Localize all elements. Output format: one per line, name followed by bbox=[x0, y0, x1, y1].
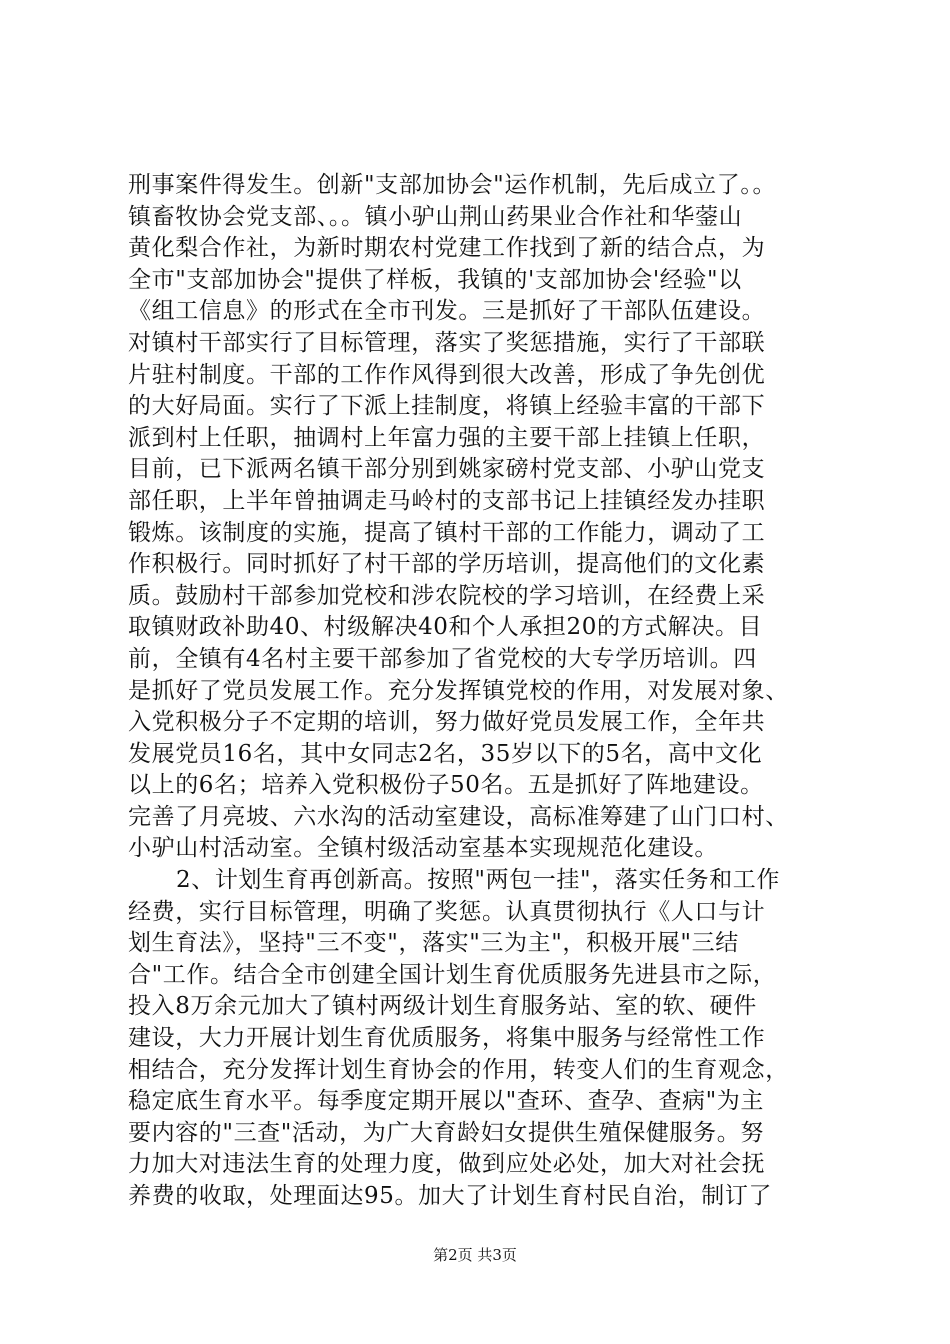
text-line: 片驻村制度。干部的工作作风得到很大改善，形成了争先创优 bbox=[128, 361, 766, 388]
paragraph-start-line: 2、计划生育再创新高。按照"两包一挂"，落实任务和工作 bbox=[176, 867, 780, 894]
text-line: 相结合，充分发挥计划生育协会的作用，转变人们的生育观念， bbox=[128, 1056, 789, 1083]
text-line: 入党积极分子不定期的培训，努力做好党员发展工作，全年共 bbox=[128, 709, 766, 736]
document-body bbox=[128, 170, 828, 1213]
text-line: 小驴山村活动室。全镇村级活动室基本实现规范化建设。 bbox=[128, 835, 718, 862]
text-line: 对镇村干部实行了目标管理，落实了奖惩措施，实行了干部联 bbox=[128, 329, 766, 356]
text-line: 以上的6名；培养入党积极份子50名。五是抓好了阵地建设。 bbox=[128, 772, 764, 799]
text-line: 全市"支部加协会"提供了样板，我镇的'支部加协会'经验"以 bbox=[128, 266, 742, 293]
text-line: 镇畜牧协会党支部、。。镇小驴山荆山药果业合作社和华蓥山 bbox=[128, 203, 743, 230]
text-line: 要内容的"三查"活动，为广大育龄妇女提供生殖保健服务。努 bbox=[128, 1119, 764, 1146]
text-line: 投入8万余元加大了镇村两级计划生育服务站、室的软、硬件 bbox=[128, 993, 757, 1020]
text-line: 划生育法》，坚持"三不变"，落实"三为主"，积极开展"三结 bbox=[128, 930, 739, 957]
text-line: 黄化梨合作社，为新时期农村党建工作找到了新的结合点，为 bbox=[128, 235, 766, 262]
text-line: 力加大对违法生育的处理力度，做到应处必处，加大对社会抚 bbox=[128, 1151, 766, 1178]
text-line: 前，全镇有4名村主要干部参加了省党校的大专学历培训。四 bbox=[128, 645, 757, 672]
text-line: 发展党员16名，其中女同志2名，35岁以下的5名，高中文化 bbox=[128, 740, 763, 767]
text-line: 质。鼓励村干部参加党校和涉农院校的学习培训，在经费上采 bbox=[128, 582, 766, 609]
text-line: 作积极行。同时抓好了村干部的学历培训，提高他们的文化素 bbox=[128, 551, 766, 578]
text-line: 建设，大力开展计划生育优质服务，将集中服务与经常性工作 bbox=[128, 1025, 766, 1052]
text-line: 刑事案件得发生。创新"支部加协会"运作机制，先后成立了。。 bbox=[128, 172, 777, 198]
text-line: 经费，实行目标管理，明确了奖惩。认真贯彻执行《人口与计 bbox=[128, 898, 766, 925]
text-line: 目前，已下派两名镇干部分别到姚家磅村党支部、小驴山党支 bbox=[128, 456, 766, 483]
text-line: 完善了月亮坡、六水沟的活动室建设，高标准筹建了山门口村、 bbox=[128, 803, 789, 830]
page-number-footer: 第2页 共3页 bbox=[433, 1246, 517, 1264]
text-line: 《组工信息》的形式在全市刊发。三是抓好了干部队伍建设。 bbox=[128, 298, 766, 325]
text-line: 合"工作。结合全市创建全国计划生育优质服务先进县市之际， bbox=[128, 961, 777, 988]
text-line: 的大好局面。实行了下派上挂制度，将镇上经验丰富的干部下 bbox=[128, 393, 766, 420]
text-line: 部任职，上半年曾抽调走马岭村的支部书记上挂镇经发办挂职 bbox=[128, 487, 766, 514]
text-line: 是抓好了党员发展工作。充分发挥镇党校的作用，对发展对象、 bbox=[128, 677, 789, 704]
text-line: 稳定底生育水平。每季度定期开展以"查环、查孕、查病"为主 bbox=[128, 1088, 764, 1115]
text-line: 取镇财政补助40、村级解决40和个人承担20的方式解决。目 bbox=[128, 614, 763, 641]
text-line: 派到村上任职，抽调村上年富力强的主要干部上挂镇上任职， bbox=[128, 424, 766, 451]
text-line: 锻炼。该制度的实施，提高了镇村干部的工作能力，调动了工 bbox=[128, 519, 766, 546]
text-line: 养费的收取，处理面达95。加大了计划生育村民自治，制订了 bbox=[128, 1183, 773, 1209]
